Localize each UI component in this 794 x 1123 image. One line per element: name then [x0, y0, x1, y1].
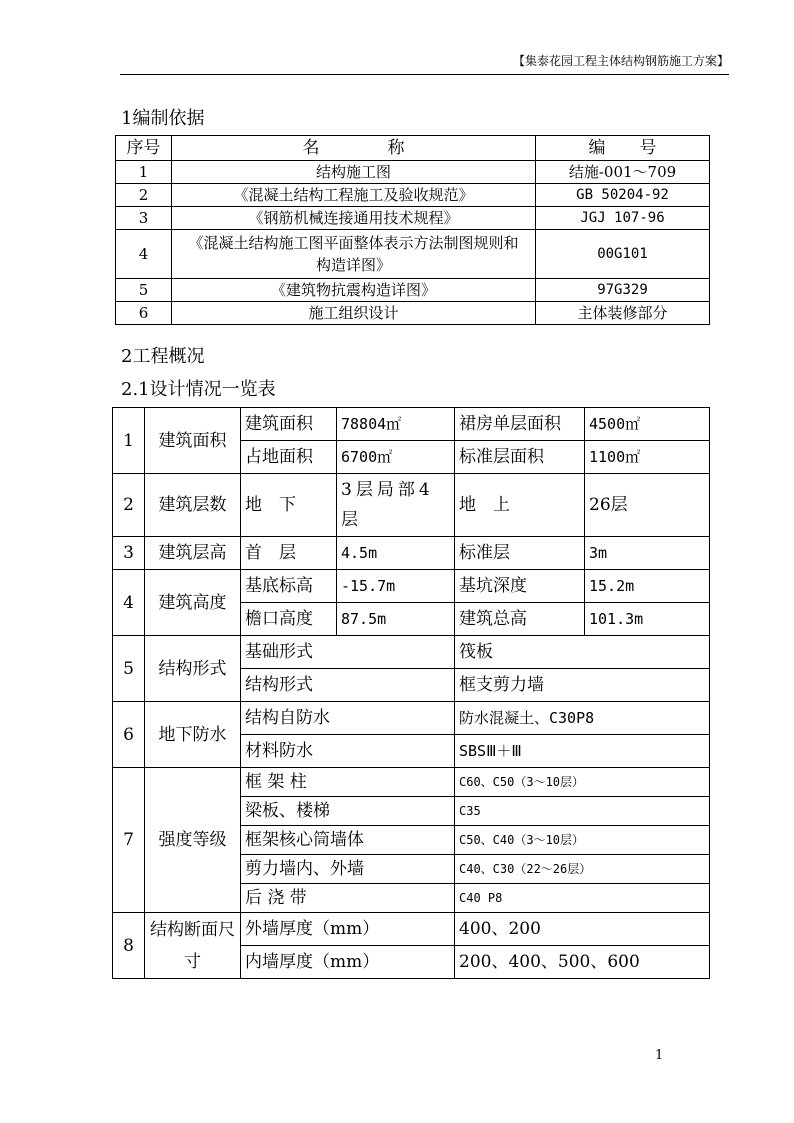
table-row	[116, 279, 710, 302]
cell-label: 后 浇 带	[241, 884, 455, 913]
row-category: 结构断面尺寸	[145, 913, 241, 979]
row-no: 2	[113, 474, 145, 537]
cell-value: C35	[455, 797, 710, 826]
row-code: 结施-001～709	[536, 161, 710, 184]
row-no: 3	[116, 207, 172, 230]
table-row	[113, 702, 710, 735]
cell-label: 内墙厚度（mm）	[241, 946, 455, 979]
table-header-row	[116, 136, 710, 161]
table-row	[116, 161, 710, 184]
row-code: 97G329	[536, 279, 710, 302]
cell-label: 结构形式	[241, 669, 455, 702]
cell-value: 78804㎡	[337, 408, 455, 441]
cell-label: 建筑面积	[241, 408, 337, 441]
cell-value: 101.3m	[585, 603, 710, 636]
table-row	[113, 636, 710, 669]
page-header: 【集泰花园工程主体结构钢筋施工方案】	[120, 52, 729, 75]
cell-label: 裙房单层面积	[455, 408, 585, 441]
page-number: 1	[655, 1048, 664, 1063]
row-name: 《混凝土结构工程施工及验收规范》	[172, 184, 536, 207]
cell-label: 地 下	[241, 474, 337, 537]
cell-label: 材料防水	[241, 735, 455, 768]
row-no: 5	[116, 279, 172, 302]
design-table	[112, 407, 710, 979]
row-no: 4	[116, 230, 172, 279]
table-row	[116, 230, 710, 279]
cell-value: C60、C50（3～10层）	[455, 768, 710, 797]
row-name: 施工组织设计	[172, 302, 536, 325]
cell-label: 占地面积	[241, 441, 337, 474]
row-category: 建筑面积	[145, 408, 241, 474]
cell-label: 外墙厚度（mm）	[241, 913, 455, 946]
row-no: 2	[116, 184, 172, 207]
row-no: 5	[113, 636, 145, 702]
cell-value: 3m	[585, 537, 710, 570]
cell-value: 3层局部4层	[337, 474, 455, 537]
cell-label: 地 上	[455, 474, 585, 537]
cell-value: 87.5m	[337, 603, 455, 636]
cell-value: 6700㎡	[337, 441, 455, 474]
cell-value: 4500㎡	[585, 408, 710, 441]
cell-label: 剪力墙内、外墙	[241, 855, 455, 884]
cell-value: 1100㎡	[585, 441, 710, 474]
row-no: 8	[113, 913, 145, 979]
cell-label: 标准层面积	[455, 441, 585, 474]
cell-value: 15.2m	[585, 570, 710, 603]
cell-label: 框架核心筒墙体	[241, 826, 455, 855]
row-no: 4	[113, 570, 145, 636]
basis-table	[115, 135, 710, 325]
cell-value: -15.7m	[337, 570, 455, 603]
section-title-basis: 1编制依据	[121, 108, 205, 129]
cell-label: 檐口高度	[241, 603, 337, 636]
cell-label: 梁板、楼梯	[241, 797, 455, 826]
cell-value: 26层	[585, 474, 710, 537]
table-row	[116, 302, 710, 325]
row-no: 6	[113, 702, 145, 768]
table-row	[113, 408, 710, 441]
row-category: 建筑层高	[145, 537, 241, 570]
cell-label: 结构自防水	[241, 702, 455, 735]
cell-value: SBSⅢ＋Ⅲ	[455, 735, 710, 768]
cell-value: 200、400、500、600	[455, 946, 710, 979]
table-row	[113, 913, 710, 946]
cell-label: 基础形式	[241, 636, 455, 669]
header-code: 编 号	[536, 136, 710, 161]
section-title-overview: 2工程概况	[121, 346, 205, 367]
row-code: GB 50204-92	[536, 184, 710, 207]
header-name: 名 称	[172, 136, 536, 161]
cell-value: 框支剪力墙	[455, 669, 710, 702]
cell-value: C40、C30（22～26层）	[455, 855, 710, 884]
row-name: 《建筑物抗震构造详图》	[172, 279, 536, 302]
table-row	[113, 474, 710, 537]
row-category: 建筑高度	[145, 570, 241, 636]
table-row	[116, 184, 710, 207]
row-code: 主体装修部分	[536, 302, 710, 325]
table-row	[113, 768, 710, 797]
cell-label: 框 架 柱	[241, 768, 455, 797]
table-row	[116, 207, 710, 230]
section-title-design: 2.1设计情况一览表	[121, 379, 276, 400]
cell-label: 基底标高	[241, 570, 337, 603]
row-name: 《钢筋机械连接通用技术规程》	[172, 207, 536, 230]
cell-label: 首 层	[241, 537, 337, 570]
cell-value: C40 P8	[455, 884, 710, 913]
row-category: 地下防水	[145, 702, 241, 768]
row-name: 《混凝土结构施工图平面整体表示方法制图规则和构造详图》	[172, 230, 536, 279]
cell-value: 400、200	[455, 913, 710, 946]
row-no: 1	[113, 408, 145, 474]
cell-label: 建筑总高	[455, 603, 585, 636]
row-no: 3	[113, 537, 145, 570]
cell-label: 基坑深度	[455, 570, 585, 603]
row-code: JGJ 107-96	[536, 207, 710, 230]
table-row	[113, 570, 710, 603]
cell-value: C50、C40（3～10层）	[455, 826, 710, 855]
row-category: 强度等级	[145, 768, 241, 913]
row-no: 1	[116, 161, 172, 184]
cell-value: 4.5m	[337, 537, 455, 570]
cell-value: 防水混凝土、C30P8	[455, 702, 710, 735]
table-row	[113, 537, 710, 570]
row-no: 7	[113, 768, 145, 913]
row-name: 结构施工图	[172, 161, 536, 184]
row-no: 6	[116, 302, 172, 325]
header-no: 序号	[116, 136, 172, 161]
cell-value: 筏板	[455, 636, 710, 669]
cell-label: 标准层	[455, 537, 585, 570]
row-category: 建筑层数	[145, 474, 241, 537]
row-category: 结构形式	[145, 636, 241, 702]
row-code: 00G101	[536, 230, 710, 279]
